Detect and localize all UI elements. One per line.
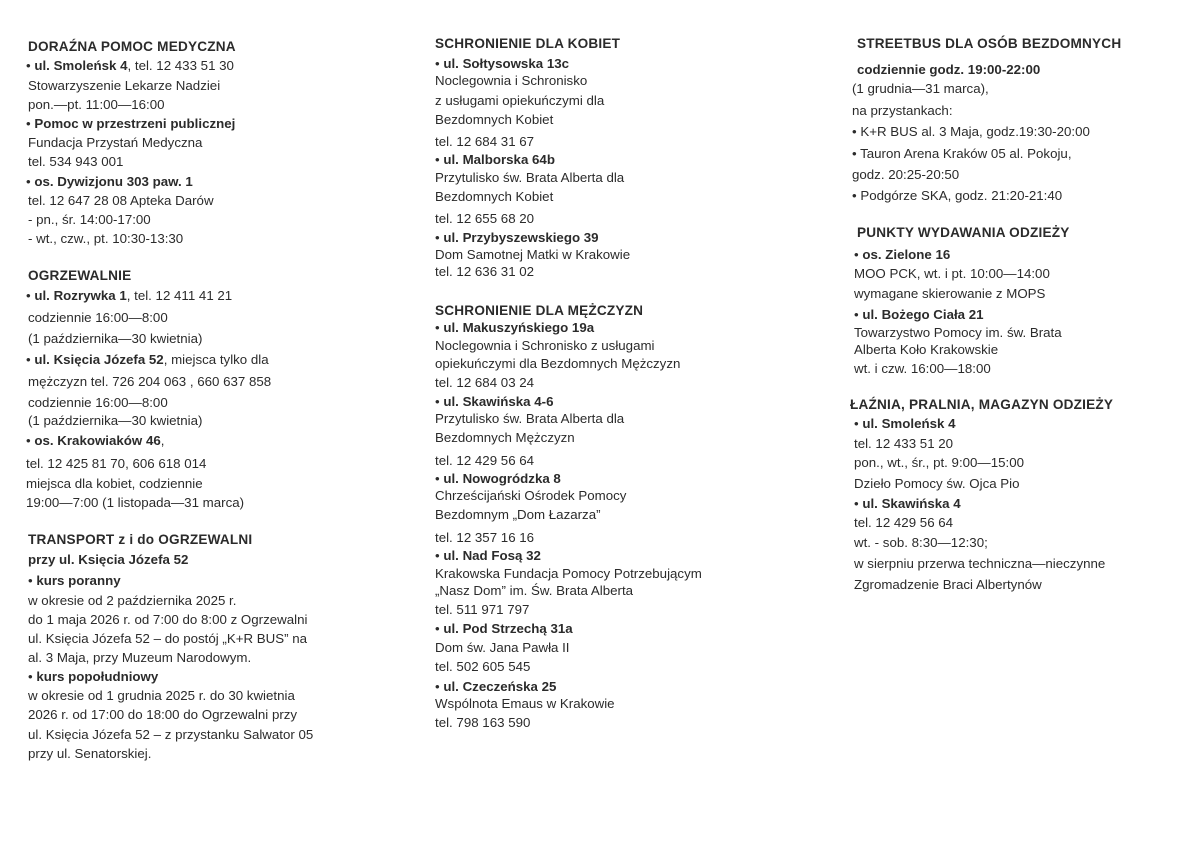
org-name: Noclegownia i Schronisko z usługami [435,338,655,353]
bullet-icon: • [852,188,861,203]
bullet-icon: • [26,288,35,303]
bullet-icon: • [435,152,444,167]
bus-stop: K+R BUS al. 3 Maja, godz.19:30-20:00 [860,124,1090,139]
org-name: Przytulisko św. Brata Alberta dla [435,411,625,426]
hours: - pn., śr. 14:00-17:00 [28,212,151,227]
list-item [26,433,164,448]
bullet-icon: • [435,679,444,694]
list-item [854,247,950,262]
address: ul. Makuszyńskiego 19a [443,320,595,335]
org-name: Bezdomnych Kobiet [435,189,554,204]
bullet-icon: • [852,124,861,139]
org-name: Alberta Koło Krakowskie [854,342,999,357]
season: (1 października—30 kwietnia) [28,413,203,428]
address: ul. Nowogródzka 8 [443,471,561,486]
phone: tel. 534 943 001 [28,154,124,169]
org-name: Fundacja Przystań Medyczna [28,135,203,150]
list-item [435,548,541,563]
org-name: Bezdomnych Kobiet [435,112,554,127]
phone: tel. 12 655 68 20 [435,211,535,226]
text-line: w okresie od 1 grudnia 2025 r. do 30 kwietnia [28,688,295,703]
org-name: Zgromadzenie Braci Albertynów [854,577,1042,592]
address: ul. Skawińska 4 [862,496,961,511]
season: (1 października—30 kwietnia) [28,331,203,346]
note: , miejsca tylko dla [163,352,269,367]
org-name: Bezdomnym „Dom Łazarza” [435,507,601,522]
hours: codziennie 16:00—8:00 [28,395,168,410]
section-title-warming-centers: OGRZEWALNIE [28,268,132,283]
service-name: kurs poranny [36,573,121,588]
address: os. Zielone 16 [862,247,951,262]
address: ul. Nad Fosą 32 [443,548,541,563]
bullet-icon: • [26,116,35,131]
section-title-bath-laundry: ŁAŹNIA, PRALNIA, MAGAZYN ODZIEŻY [850,397,1114,412]
hours: - wt., czw., pt. 10:30-13:30 [28,231,184,246]
org-name: Noclegownia i Schronisko [435,73,588,88]
bullet-icon: • [28,669,37,684]
org-name: Wspólnota Emaus w Krakowie [435,696,615,711]
bullet-icon: • [854,307,863,322]
bullet-icon: • [435,394,444,409]
phone: mężczyzn tel. 726 204 063 , 660 637 858 [28,374,272,389]
bullet-icon: • [26,352,35,367]
bullet-icon: • [852,146,861,161]
list-item [26,352,269,367]
list-item [435,56,569,71]
address: ul. Smoleńsk 4 [34,58,128,73]
address: ul. Księcia Józefa 52 [34,352,164,367]
phone: tel. 12 636 31 02 [435,264,535,279]
section-title-men-shelter: SCHRONIENIE DLA MĘŻCZYZN [435,303,644,318]
section-title-streetbus: STREETBUS DLA OSÓB BEZDOMNYCH [857,36,1122,51]
bullet-icon: • [28,573,37,588]
address: ul. Czeczeńska 25 [443,679,557,694]
phone: tel. 12 425 81 70, 606 618 014 [26,456,207,471]
address: ul. Pod Strzechą 31a [443,621,573,636]
phone: tel. 12 357 16 16 [435,530,535,545]
org-name: Dom św. Jana Pawła II [435,640,570,655]
list-item [852,146,1072,161]
bus-stop: Tauron Arena Kraków 05 al. Pokoju, [860,146,1072,161]
list-item [854,496,961,511]
bullet-icon: • [26,433,35,448]
bullet-icon: • [435,471,444,486]
phone: tel. 12 429 56 64 [854,515,954,530]
phone: , tel. 12 433 51 30 [127,58,234,73]
section-title-medical-aid: DORAŹNA POMOC MEDYCZNA [28,39,236,54]
org-name: Dzieło Pomocy św. Ojca Pio [854,476,1020,491]
org-name: Przytulisko św. Brata Alberta dla [435,170,625,185]
hours: wt. i czw. 16:00—18:00 [854,361,991,376]
hours: pon., wt., śr., pt. 9:00—15:00 [854,455,1025,470]
text-line: do 1 maja 2026 r. od 7:00 do 8:00 z Ogrzewalni [28,612,308,627]
section-title-clothing-points: PUNKTY WYDAWANIA ODZIEŻY [857,225,1070,240]
hours: codziennie godz. 19:00-22:00 [857,62,1041,77]
text-line: ul. Księcia Józefa 52 – z przystanku Salwator 05 [28,727,314,742]
list-item [435,679,556,694]
phone: tel. 12 684 03 24 [435,375,535,390]
bus-stop: Podgórze SKA, godz. 21:20-21:40 [860,188,1063,203]
list-item [435,621,573,636]
phone: tel. 12 647 28 08 Apteka Darów [28,193,214,208]
bullet-icon: • [26,58,35,73]
list-item [26,116,235,131]
bullet-icon: • [435,230,444,245]
bullet-icon: • [854,416,863,431]
bullet-icon: • [26,174,35,189]
list-item [26,288,232,303]
note: , [160,433,165,448]
address: os. Krakowiaków 46 [34,433,161,448]
phone: tel. 12 433 51 20 [854,436,954,451]
text-line: przy ul. Senatorskiej. [28,746,152,761]
list-item [28,669,158,684]
section-title-women-shelter: SCHRONIENIE DLA KOBIET [435,36,621,51]
note: wymagane skierowanie z MOPS [854,286,1046,301]
service-name: kurs popołudniowy [36,669,159,684]
org-name: Stowarzyszenie Lekarze Nadziei [28,78,221,93]
list-item [435,320,594,335]
org-name: opiekuńczymi dla Bezdomnych Mężczyzn [435,356,681,371]
text-line: na przystankach: [852,103,953,118]
list-item [854,307,984,322]
list-item [435,471,561,486]
text-line: ul. Księcia Józefa 52 – do postój „K+R BUS” na [28,631,308,646]
list-item [852,188,1062,203]
address: os. Dywizjonu 303 paw. 1 [34,174,193,189]
address: ul. Bożego Ciała 21 [862,307,984,322]
list-item [435,394,553,409]
list-item [28,573,121,588]
note: w sierpniu przerwa techniczna—nieczynne [854,556,1106,571]
service-name: Pomoc w przestrzeni publicznej [34,116,236,131]
org-name: Bezdomnych Mężczyzn [435,430,575,445]
list-item [26,58,234,73]
bullet-icon: • [435,320,444,335]
list-item [26,174,193,189]
address: ul. Skawińska 4-6 [443,394,554,409]
phone: tel. 502 605 545 [435,659,531,674]
org-name: z usługami opiekuńczymi dla [435,93,605,108]
bus-stop-time: godz. 20:25-20:50 [852,167,960,182]
hours: codziennie 16:00—8:00 [28,310,168,325]
season: (1 grudnia—31 marca), [852,81,989,96]
hours: pon.—pt. 11:00—16:00 [28,97,165,112]
bullet-icon: • [854,496,863,511]
section-subtitle: przy ul. Księcia Józefa 52 [28,552,189,567]
phone: tel. 12 684 31 67 [435,134,535,149]
list-item [852,124,1090,139]
org-name: Towarzystwo Pomocy im. św. Brata [854,325,1062,340]
bullet-icon: • [435,548,444,563]
text-line: 2026 r. od 17:00 do 18:00 do Ogrzewalni przy [28,707,298,722]
note: miejsca dla kobiet, codziennie [26,476,203,491]
hours: 19:00—7:00 (1 listopada—31 marca) [26,495,245,510]
address: ul. Przybyszewskiego 39 [443,230,599,245]
text-line: w okresie od 2 października 2025 r. [28,593,237,608]
phone: , tel. 12 411 41 21 [126,288,233,303]
hours: wt. - sob. 8:30—12:30; [854,535,988,550]
org-name: „Nasz Dom” im. Św. Brata Alberta [435,583,634,598]
list-item [854,416,955,431]
phone: tel. 12 429 56 64 [435,453,535,468]
org-name: Chrześcijański Ośrodek Pomocy [435,488,627,503]
address: ul. Smoleńsk 4 [862,416,956,431]
org-name: Dom Samotnej Matki w Krakowie [435,247,631,262]
phone: tel. 511 971 797 [435,602,530,617]
section-title-transport: TRANSPORT z i do OGRZEWALNI [28,532,253,547]
text-line: al. 3 Maja, przy Muzeum Narodowym. [28,650,252,665]
address: ul. Sołtysowska 13c [443,56,569,71]
bullet-icon: • [854,247,863,262]
list-item [435,230,599,245]
bullet-icon: • [435,621,444,636]
bullet-icon: • [435,56,444,71]
org-name: Krakowska Fundacja Pomocy Potrzebującym [435,566,702,581]
address: ul. Malborska 64b [443,152,555,167]
phone: tel. 798 163 590 [435,715,531,730]
list-item [435,152,555,167]
address: ul. Rozrywka 1 [34,288,127,303]
org-name: MOO PCK, wt. i pt. 10:00—14:00 [854,266,1050,281]
